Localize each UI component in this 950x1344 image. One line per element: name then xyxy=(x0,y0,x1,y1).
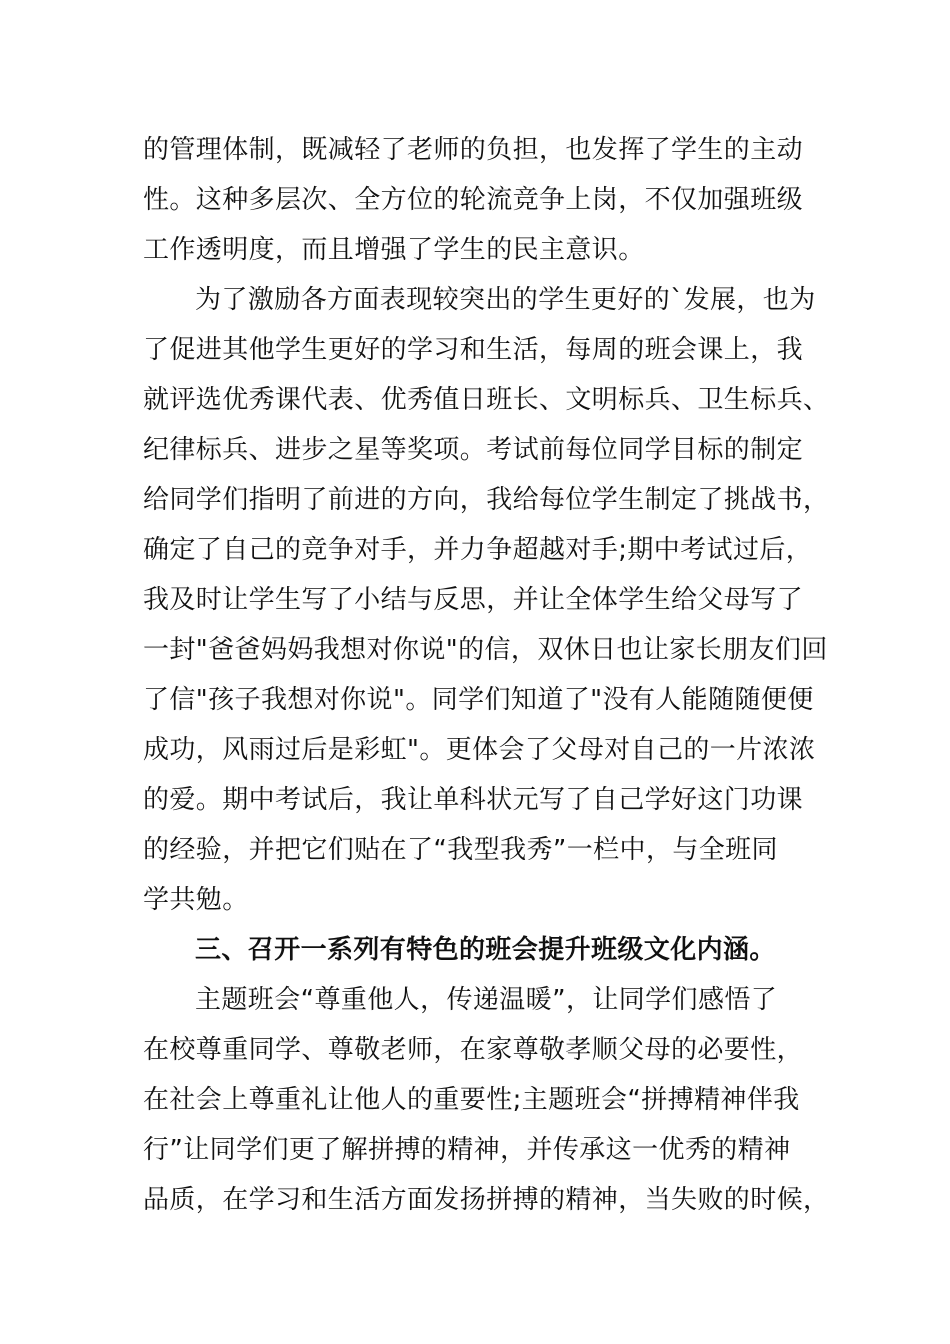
text-line: 一封"爸爸妈妈我想对你说"的信，双休日也让家长朋友们回 xyxy=(143,635,828,665)
text-line: 行”让同学们更了解拼搏的精神，并传承这一优秀的精神 xyxy=(143,1135,791,1165)
text-line: 成功，风雨过后是彩虹"。更体会了父母对自己的一片浓浓 xyxy=(143,735,816,765)
text-line: 就评选优秀课代表、优秀值日班长、文明标兵、卫生标兵、 xyxy=(143,385,830,415)
text-line: 学共勉。 xyxy=(143,885,249,915)
paragraph-first-line: 主题班会“尊重他人，传递温暖”，让同学们感悟了 xyxy=(195,985,778,1015)
text-line: 品质，在学习和生活方面发扬拼搏的精神，当失败的时候， xyxy=(143,1185,830,1215)
text-line: 给同学们指明了前进的方向，我给每位学生制定了挑战书， xyxy=(143,485,830,515)
text-line: 性。这种多层次、全方位的轮流竞争上岗，不仅加强班级 xyxy=(143,185,804,215)
text-line: 了促进其他学生更好的学习和生活，每周的班会课上，我 xyxy=(143,335,804,365)
text-line: 我及时让学生写了小结与反思，并让全体学生给父母写了 xyxy=(143,585,804,615)
text-line: 在校尊重同学、尊敬老师，在家尊敬孝顺父母的必要性， xyxy=(143,1035,804,1065)
text-line: 的管理体制，既减轻了老师的负担，也发挥了学生的主动 xyxy=(143,135,804,165)
text-line: 在社会上尊重礼让他人的重要性;主题班会“拼搏精神伴我 xyxy=(143,1085,800,1115)
text-line: 确定了自己的竞争对手，并力争超越对手;期中考试过后， xyxy=(143,535,813,565)
text-line: 的爱。期中考试后，我让单科状元写了自己学好这门功课 xyxy=(143,785,804,815)
section-heading: 三、召开一系列有特色的班会提升班级文化内涵。 xyxy=(195,935,776,965)
text-line: 了信"孩子我想对你说"。同学们知道了"没有人能随随便便 xyxy=(143,685,814,715)
text-line: 工作透明度，而且增强了学生的民主意识。 xyxy=(143,235,645,265)
paragraph-first-line: 为了激励各方面表现较突出的学生更好的`发展，也为 xyxy=(195,285,816,315)
text-line: 的经验，并把它们贴在了“我型我秀”一栏中，与全班同 xyxy=(143,835,778,865)
text-line: 纪律标兵、进步之星等奖项。考试前每位同学目标的制定 xyxy=(143,435,804,465)
